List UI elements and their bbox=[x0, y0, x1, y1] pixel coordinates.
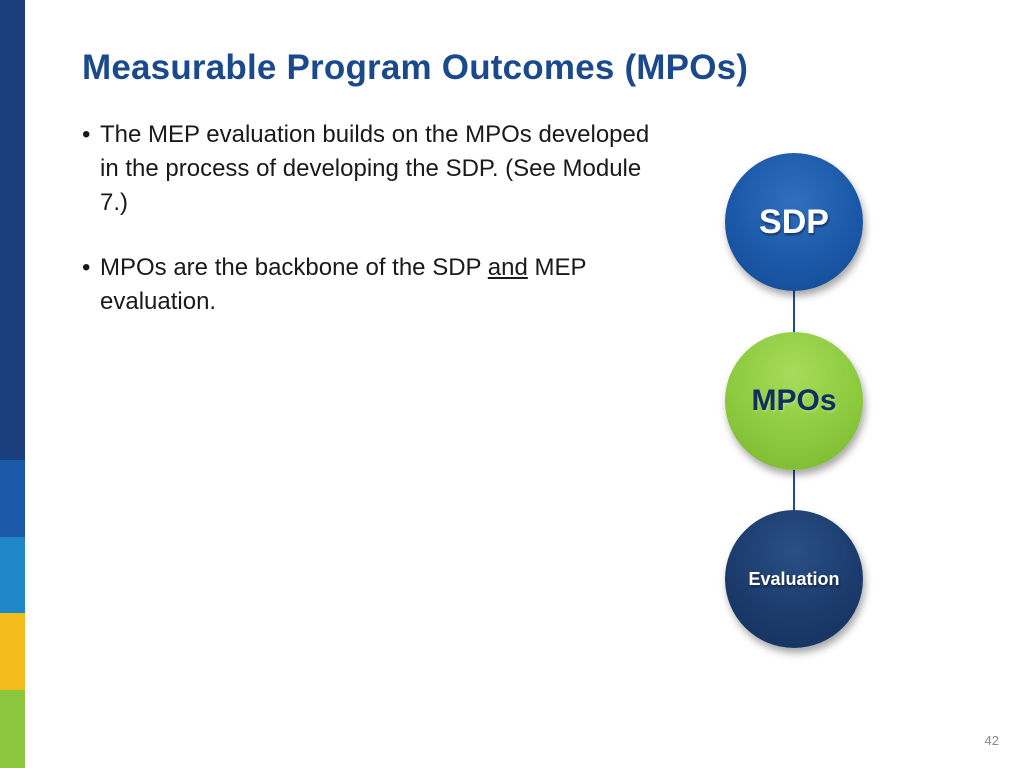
accent-bar-segment-green bbox=[0, 690, 25, 768]
bullet-text-underlined: and bbox=[487, 254, 528, 281]
accent-bar-segment-blue bbox=[0, 460, 25, 537]
bullet-text-continued: MEP evaluation. bbox=[100, 254, 587, 315]
bullet-marker: • bbox=[82, 254, 91, 281]
evaluation-node: Evaluation bbox=[725, 510, 863, 648]
slide-title: Measurable Program Outcomes (MPOs) bbox=[82, 48, 749, 87]
bullet-item bbox=[80, 251, 660, 319]
process-diagram bbox=[720, 150, 870, 655]
bullet-text: The MEP evaluation builds on the MPOs developed in the process of developing the SDP. (See Module 7.) bbox=[100, 121, 650, 216]
diagram-connector bbox=[793, 468, 795, 514]
bullet-item bbox=[80, 118, 660, 220]
accent-bar-segment-yellow bbox=[0, 613, 25, 690]
page-number: 42 bbox=[984, 733, 999, 748]
left-accent-bar bbox=[0, 0, 25, 768]
mpos-node: MPOs bbox=[725, 332, 863, 470]
bullet-list bbox=[80, 118, 660, 319]
accent-bar-segment-navy bbox=[0, 0, 25, 460]
bullet-text: MPOs are the backbone of the SDP bbox=[100, 254, 488, 281]
diagram-connector bbox=[793, 290, 795, 336]
accent-bar-segment-light-blue bbox=[0, 537, 25, 613]
sdp-node: SDP bbox=[725, 153, 863, 291]
bullet-marker: • bbox=[82, 121, 91, 148]
